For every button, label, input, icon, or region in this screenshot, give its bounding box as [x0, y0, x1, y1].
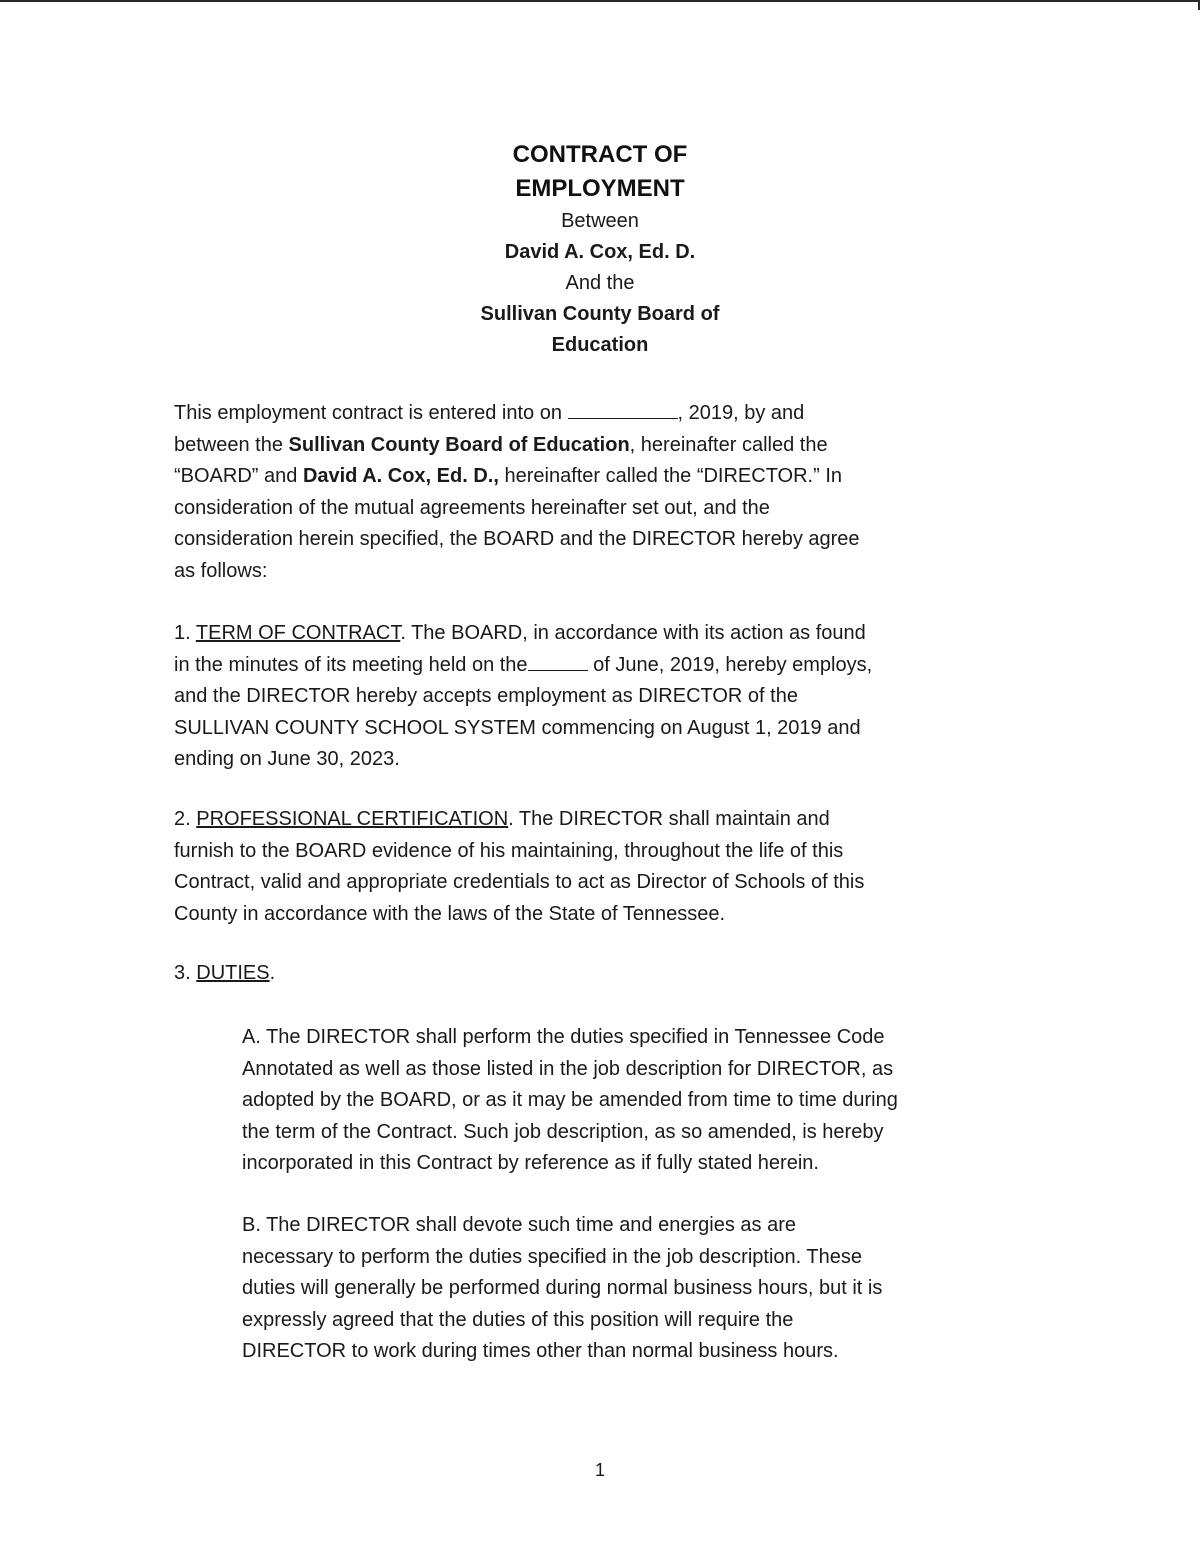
- intro-paragraph: [174, 398, 860, 587]
- section-1-line-3: and the DIRECTOR hereby accepts employment as DIRECTOR of the: [174, 685, 798, 707]
- section-3-duties-heading: [174, 958, 275, 990]
- subsection-b-line-1: B. The DIRECTOR shall devote such time and energies as are: [242, 1214, 796, 1236]
- section-text: .: [269, 962, 276, 984]
- subsection-b-line-2: necessary to perform the duties specified in the job description. These: [242, 1245, 862, 1268]
- subsection-b-line-5: DIRECTOR to work during times other than normal business hours.: [242, 1340, 839, 1362]
- intro-line-5: consideration herein specified, the BOARD and the DIRECTOR hereby agree: [174, 528, 860, 550]
- date-blank-line: [568, 400, 678, 419]
- subsection-a-line-1: A. The DIRECTOR shall perform the duties specified in Tennessee Code: [242, 1026, 885, 1048]
- section-2-line-1: [174, 804, 864, 836]
- and-the-label: And the: [565, 272, 635, 294]
- section-text: . The DIRECTOR shall maintain and: [508, 808, 830, 830]
- section-2-professional-certification: [174, 804, 864, 930]
- intro-line-6: as follows:: [174, 559, 268, 582]
- section-number: 3.: [174, 962, 191, 984]
- section-2-line-4: County in accordance with the laws of the State of Tennessee.: [174, 902, 726, 925]
- section-text: . The BOARD, in accordance with its action as found: [400, 622, 866, 644]
- party-board-line-1: Sullivan County Board of: [480, 303, 720, 325]
- between-label: Between: [561, 210, 639, 232]
- section-number: 1.: [174, 622, 191, 644]
- intro-text: between the: [174, 433, 283, 456]
- section-heading: DUTIES: [196, 962, 270, 984]
- intro-text: “BOARD” and: [174, 465, 298, 487]
- intro-line-2: [174, 430, 860, 462]
- title-line-1: CONTRACT OF: [512, 141, 688, 168]
- page-number: 1: [594, 1460, 605, 1480]
- duties-subsection-b: [242, 1210, 882, 1368]
- meeting-day-blank-line: [528, 652, 588, 671]
- section-text: of June, 2019, hereby employs,: [593, 653, 873, 676]
- section-heading: PROFESSIONAL CERTIFICATION: [196, 808, 509, 830]
- subsection-b-line-3: duties will generally be performed during normal business hours, but it is: [242, 1277, 883, 1299]
- contract-title-block: [300, 138, 900, 361]
- intro-text: hereinafter called the “DIRECTOR.” In: [504, 465, 843, 487]
- title-line-2: EMPLOYMENT: [515, 175, 685, 202]
- section-1-line-5: ending on June 30, 2023.: [174, 748, 400, 770]
- section-1-line-4: SULLIVAN COUNTY SCHOOL SYSTEM commencing on August 1, 2019 and: [174, 716, 861, 739]
- section-heading: TERM OF CONTRACT: [195, 622, 401, 644]
- intro-text: , 2019, by and: [677, 402, 805, 424]
- section-1-line-1: [174, 618, 872, 650]
- scan-edge-top: [0, 0, 1200, 2]
- intro-line-3: [174, 461, 860, 493]
- section-3-line-1: [174, 958, 275, 990]
- subsection-a-line-4: the term of the Contract. Such job description, as so amended, is hereby: [242, 1120, 884, 1143]
- section-2-line-2: furnish to the BOARD evidence of his maintaining, throughout the life of this: [174, 839, 844, 862]
- section-text: in the minutes of its meeting held on the: [174, 653, 528, 676]
- intro-text: , hereinafter called the: [629, 433, 828, 456]
- director-name-bold: David A. Cox, Ed. D.,: [302, 465, 499, 487]
- intro-text: This employment contract is entered into on: [174, 402, 562, 424]
- section-1-term-of-contract: [174, 618, 872, 776]
- duties-subsection-a: [242, 1022, 898, 1180]
- party-director-name: David A. Cox, Ed. D.: [504, 241, 696, 263]
- subsection-b-line-4: expressly agreed that the duties of this position will require the: [242, 1308, 794, 1331]
- party-board-line-2: Education: [551, 334, 649, 356]
- intro-line-1: [174, 398, 860, 430]
- section-1-line-2: [174, 650, 872, 682]
- section-2-line-3: Contract, valid and appropriate credentials to act as Director of Schools of this: [174, 871, 865, 893]
- intro-line-4: consideration of the mutual agreements hereinafter set out, and the: [174, 496, 770, 519]
- subsection-a-line-3: adopted by the BOARD, or as it may be amended from time to time during: [242, 1089, 898, 1111]
- subsection-a-line-5: incorporated in this Contract by reference as if fully stated herein.: [242, 1152, 819, 1174]
- section-number: 2.: [174, 808, 191, 830]
- subsection-a-line-2: Annotated as well as those listed in the job description for DIRECTOR, as: [242, 1057, 894, 1080]
- board-name-bold: Sullivan County Board of Education: [288, 433, 630, 456]
